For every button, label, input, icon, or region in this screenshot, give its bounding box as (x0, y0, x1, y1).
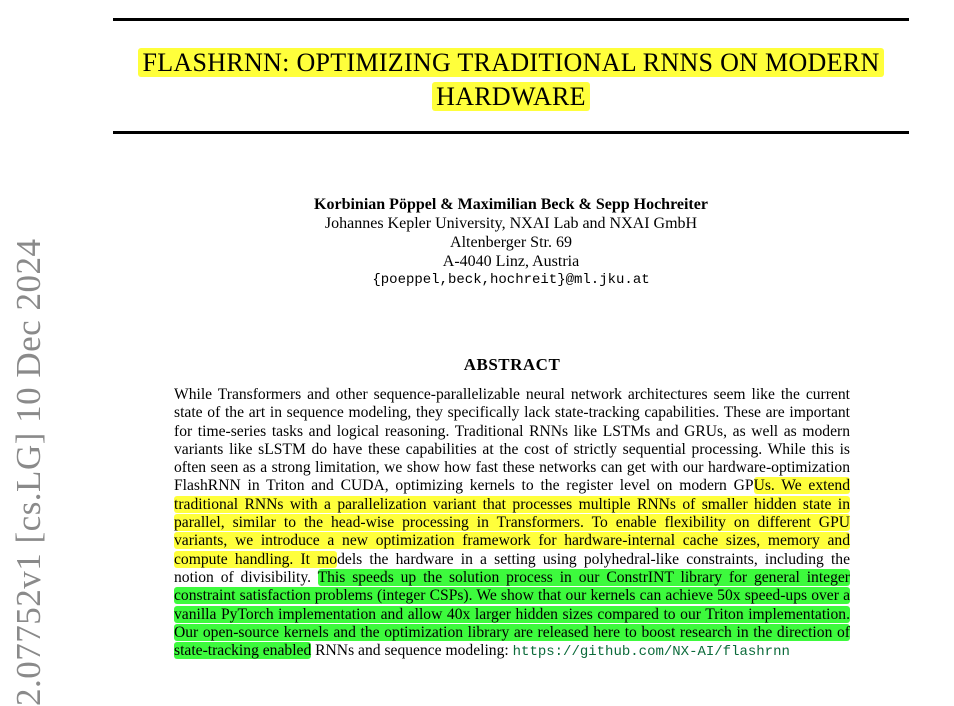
abstract-highlight-yellow: Us. We extend traditional RNNs with a parallelization variant that processes multiple RNNs of smaller hidden state in parallel, similar to the head-wise processing in Transformers. To enable flexibility on different GPU variants, we introduce a new optimization framework for hardware-internal cache sizes, memory and compute handling. It mo (174, 477, 850, 568)
arxiv-stamp: 2.07752v1 [cs.LG] 10 Dec 2024 (9, 238, 48, 706)
title-top-rule (113, 18, 909, 21)
abstract-body (174, 386, 850, 661)
author-block (0, 195, 954, 290)
author-affiliation: Johannes Kepler University, NXAI Lab and NXAI GmbH (324, 215, 698, 232)
paper-title (113, 46, 909, 114)
abstract-text-plain-3: RNNs and sequence modeling: (311, 642, 513, 660)
author-names: Korbinian Pöppel & Maximilian Beck & Sepp Hochreiter (314, 196, 708, 213)
author-email: {poeppel,beck,hochreit}@ml.jku.at (372, 272, 650, 288)
abstract-highlight-green: This speeds up the solution process in our ConstrINT library for general integer constraint satisfaction problems (integer CSPs). We show that our kernels can achieve 50x speed-ups over a vanilla PyTorch implementation and allow 40x larger hidden sizes compared to our Triton implementation. Our open-source kernels and the optimization library are released here to boost research in the direction of state-tracking enabled (174, 568, 850, 660)
title-line-2: HARDWARE (432, 82, 590, 111)
github-link[interactable]: https://github.com/NX-AI/flashrnn (512, 644, 790, 661)
abstract-heading: ABSTRACT (463, 355, 561, 374)
abstract-text-plain-1: While Transformers and other sequence-parallelizable neural network architectures seem like the current state of the art in sequence modeling, they specifically lack state-tracking capabilities. These are important for time-series tasks and logical reasoning. Traditional RNNs like LSTMs and GRUs, as well as modern variants like sLSTM do have these capabilities at the cost of strictly sequential processing. While this is often seen as a strong limitation, we show how fast these networks can get with our hardware-optimization FlashRNN in Triton and CUDA, optimizing kernels to the register level on modern GP (174, 386, 850, 495)
abstract-text-plain-2: dels the hardware in a setting using polyhedral-like constraints, including the notion of divisibility. (174, 550, 850, 586)
title-bottom-rule (113, 131, 909, 134)
title-line-1: FLASHRNN: OPTIMIZING TRADITIONAL RNNS ON MODERN (138, 48, 883, 77)
author-street: Altenberger Str. 69 (450, 234, 572, 251)
author-city: A-4040 Linz, Austria (442, 253, 580, 270)
